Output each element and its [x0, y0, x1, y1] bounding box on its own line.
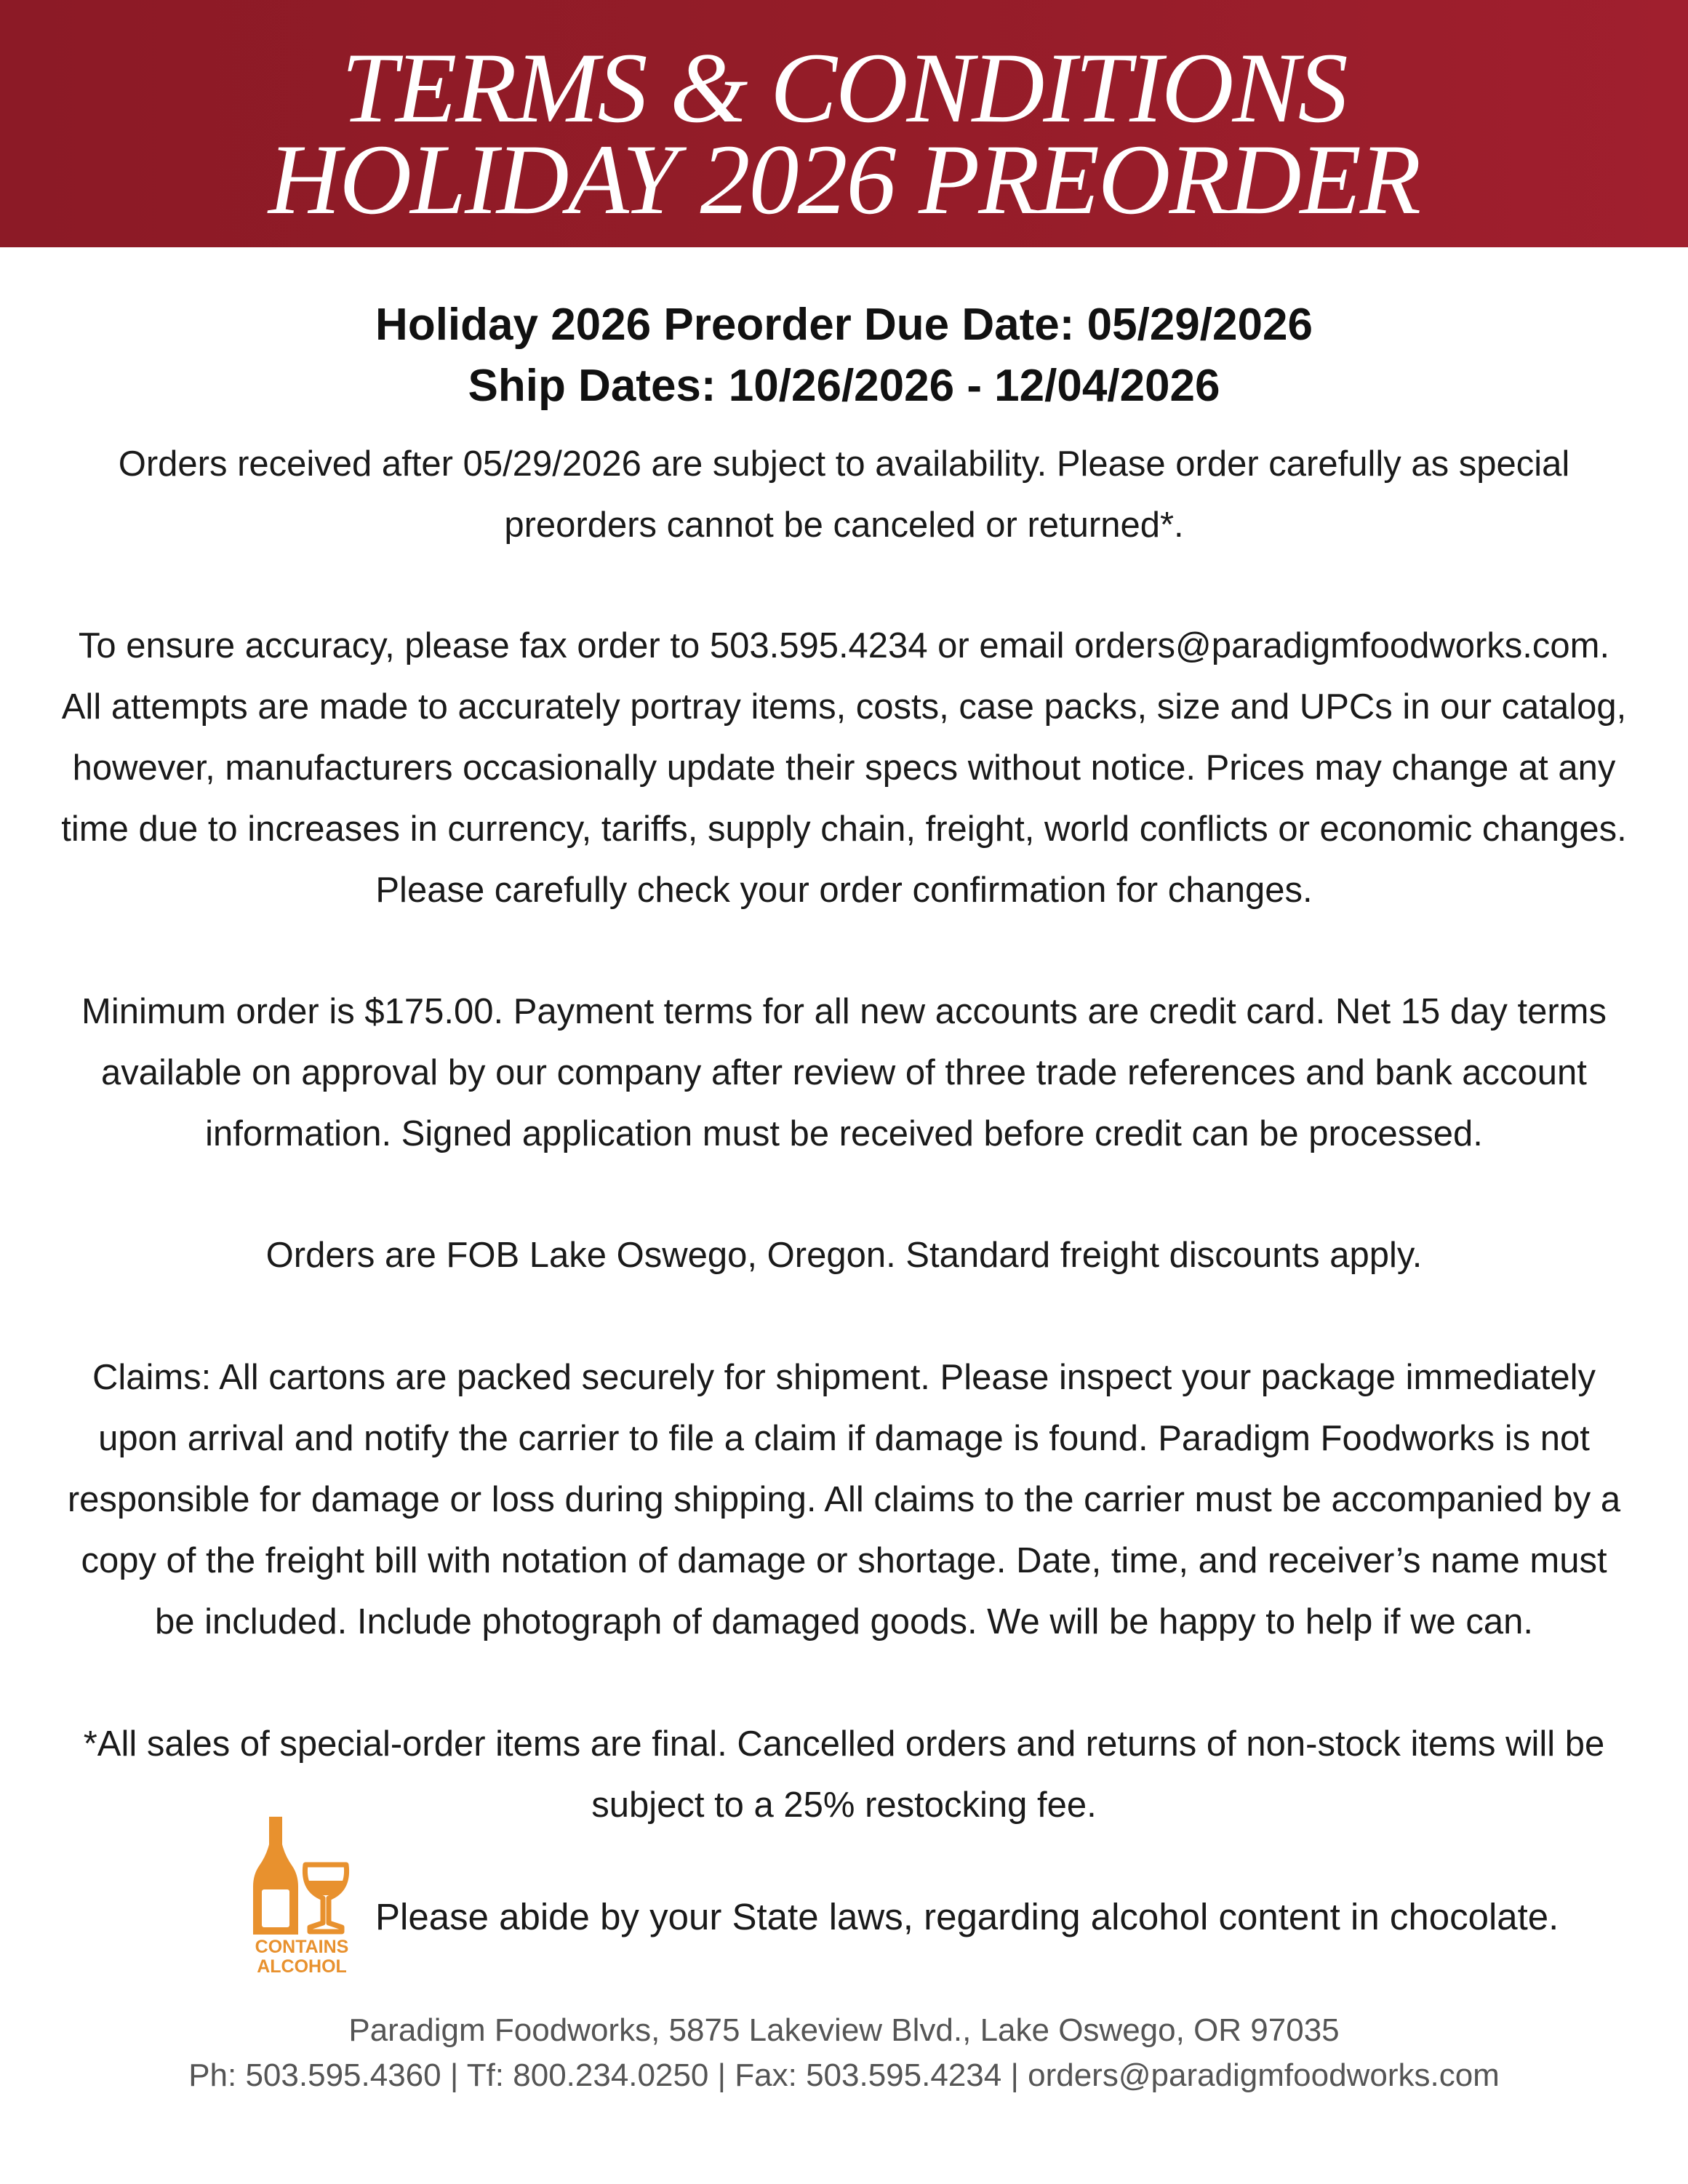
paragraph-line: available on approval by our company after review of three trade references and bank account	[101, 1053, 1587, 1092]
paragraph-line: Minimum order is $175.00. Payment terms for all new accounts are credit card. Net 15 day terms	[81, 992, 1607, 1031]
footer-contacts: Ph: 503.595.4360 | Tf: 800.234.0250 | Fax: 503.595.4234 | orders@paradigmfoodworks.com	[188, 2057, 1500, 2093]
paragraph-line: time due to increases in currency, tariffs, supply chain, freight, world conflicts or economic changes.	[61, 809, 1627, 849]
paragraph-line: *All sales of special-order items are final. Cancelled orders and returns of non-stock items will be	[83, 1724, 1605, 1764]
claims-paragraph	[44, 1347, 1644, 1652]
alcohol-law-notice: Please abide by your State laws, regarding alcohol content in chocolate.	[375, 1896, 1559, 1937]
minimum-order-paragraph	[44, 981, 1644, 1164]
paragraph-line: Orders received after 05/29/2026 are subject to availability. Please order carefully as special	[118, 444, 1570, 484]
paragraph-line: All attempts are made to accurately portray items, costs, case packs, size and UPCs in our catalog,	[61, 687, 1627, 727]
paragraph-line: be included. Include photograph of damaged goods. We will be happy to help if we can.	[154, 1602, 1534, 1641]
badge-line-contains: CONTAINS	[255, 1937, 349, 1957]
paragraph-line: preorders cannot be canceled or returned*.	[504, 505, 1184, 545]
paragraph-line: Orders are FOB Lake Oswego, Oregon. Standard freight discounts apply.	[265, 1236, 1423, 1275]
badge-line-alcohol: ALCOHOL	[257, 1956, 347, 1977]
due-date-heading: Holiday 2026 Preorder Due Date: 05/29/2026	[375, 300, 1313, 350]
paragraph-line: subject to a 25% restocking fee.	[591, 1785, 1097, 1825]
availability-paragraph	[44, 433, 1644, 556]
accuracy-paragraph	[44, 615, 1644, 921]
banner-subtitle: HOLIDAY 2026 PREORDER	[268, 124, 1420, 235]
banner-title: TERMS & CONDITIONS	[341, 32, 1347, 143]
paragraph-line: responsible for damage or loss during shipping. All claims to the carrier must be accompanied by a	[67, 1480, 1621, 1519]
paragraph-line: Please carefully check your order confirmation for changes.	[375, 871, 1313, 910]
wine-bottle-and-glass-icon	[247, 1814, 356, 1937]
title-banner	[0, 0, 1688, 247]
paragraph-line: information. Signed application must be received before credit can be processed.	[205, 1114, 1483, 1153]
paragraph-line: however, manufacturers occasionally update their specs without notice. Prices may change at any	[72, 748, 1616, 788]
fob-paragraph	[44, 1225, 1644, 1286]
paragraph-line: upon arrival and notify the carrier to file a claim if damage is found. Paradigm Foodworks is not	[98, 1419, 1590, 1458]
footer-address: Paradigm Foodworks, 5875 Lakeview Blvd., Lake Oswego, OR 97035	[348, 2012, 1340, 2048]
ship-dates-heading: Ship Dates: 10/26/2026 - 12/04/2026	[468, 361, 1220, 411]
contains-alcohol-badge	[247, 1814, 356, 1981]
paragraph-line: To ensure accuracy, please fax order to 503.595.4234 or email orders@paradigmfoodworks.com.	[78, 626, 1610, 665]
paragraph-line: copy of the freight bill with notation of damage or shortage. Date, time, and receiver’s name must	[81, 1541, 1607, 1580]
paragraph-line: Claims: All cartons are packed securely for shipment. Please inspect your package immediately	[92, 1358, 1596, 1397]
